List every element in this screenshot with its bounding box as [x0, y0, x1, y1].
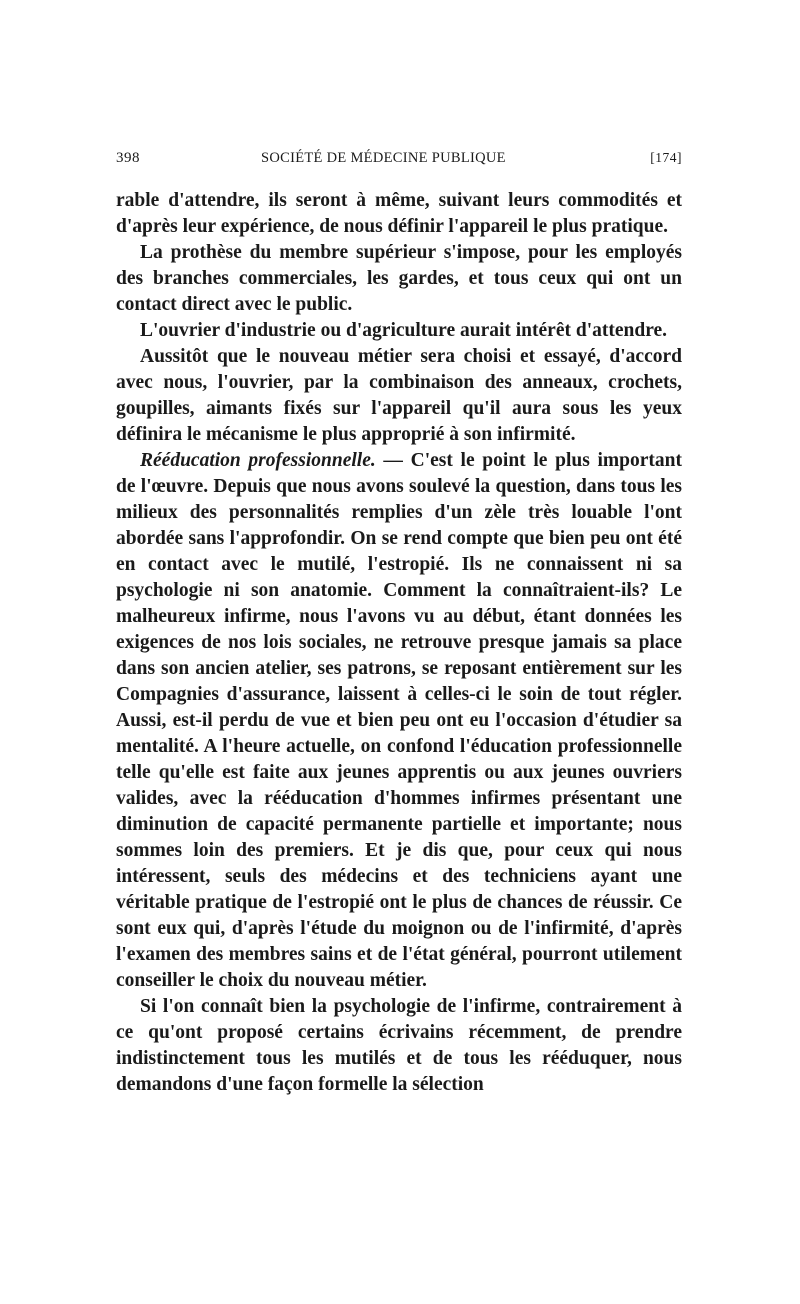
section-heading-reeducation: Rééducation professionnelle. [140, 450, 376, 471]
page-number: 398 [116, 150, 140, 166]
running-header [116, 150, 682, 180]
paragraph-upper-limb-prosthesis: La prothèse du membre supérieur s'impose, pour les employés des branches commerciales, les gardes, et tous ceux qui ont un contact direct avec le public. [116, 242, 682, 315]
body-text [116, 188, 682, 1098]
paragraph-continuation: rable d'attendre, ils seront à même, suivant leurs commodités et d'après leur expérience, de nous définir l'appareil le plus pratique. [116, 190, 682, 237]
paragraph-industrial-worker: L'ouvrier d'industrie ou d'agriculture aurait intérêt d'attendre. [140, 320, 668, 341]
paragraph-new-trade: Aussitôt que le nouveau métier sera choisi et essayé, d'accord avec nous, l'ouvrier, par la combinaison des anneaux, crochets, goupilles, aimants fixés sur l'appareil qu'il aura sous les yeux définira le mécanisme le plus approprié à son infirmité. [116, 346, 682, 445]
document-page [116, 150, 682, 1098]
header-title: SOCIÉTÉ DE MÉDECINE PUBLIQUE [261, 150, 506, 166]
paragraph-psychology-selection: Si l'on connaît bien la psychologie de l'infirme, contrairement à ce qu'ont proposé certains écrivains récemment, de prendre indistinctement tous les mutilés et de tous les rééduquer, nous demandons d'une façon formelle la sélection [116, 996, 682, 1095]
section-reference: [174] [650, 150, 682, 165]
paragraph-reeducation-body: — C'est le point le plus important de l'œuvre. Depuis que nous avons soulevé la question, dans tous les milieux des personnalités remplies d'un zèle très louable l'ont abordée sans l'approfondir. On se rend compte que bien peu ont été en contact avec le mutilé, l'estropié. Ils ne connaissent ni sa psychologie ni son anatomie. Comment la connaîtraient-ils? Le malheureux infirme, nous l'avons vu au début, étant données les exigences de nos lois sociales, ne retrouve presque jamais sa place dans son ancien atelier, ses patrons, se reposant entièrement sur les Compagnies d'assurance, laissent à celles-ci le soin de tout régler. Aussi, est-il perdu de vue et bien peu ont eu l'occasion d'étudier sa mentalité. A l'heure actuelle, on confond l'éducation professionnelle telle qu'elle est faite aux jeunes apprentis ou aux jeunes ouvriers valides, avec la rééducation d'hommes infirmes présentant une diminution de capacité permanente partielle et importante; nous sommes loin des premiers. Et je dis que, pour ceux qui nous intéressent, seuls des médecins et des techniciens ayant une véritable pratique de l'estropié ont le plus de chances de réussir. Ce sont eux qui, d'après l'étude du moignon ou de l'infirmité, d'après l'examen des membres sains et de l'état général, pourront utilement conseiller le choix du nouveau métier. [116, 450, 682, 991]
paragraph-professional-reeducation [116, 448, 682, 994]
